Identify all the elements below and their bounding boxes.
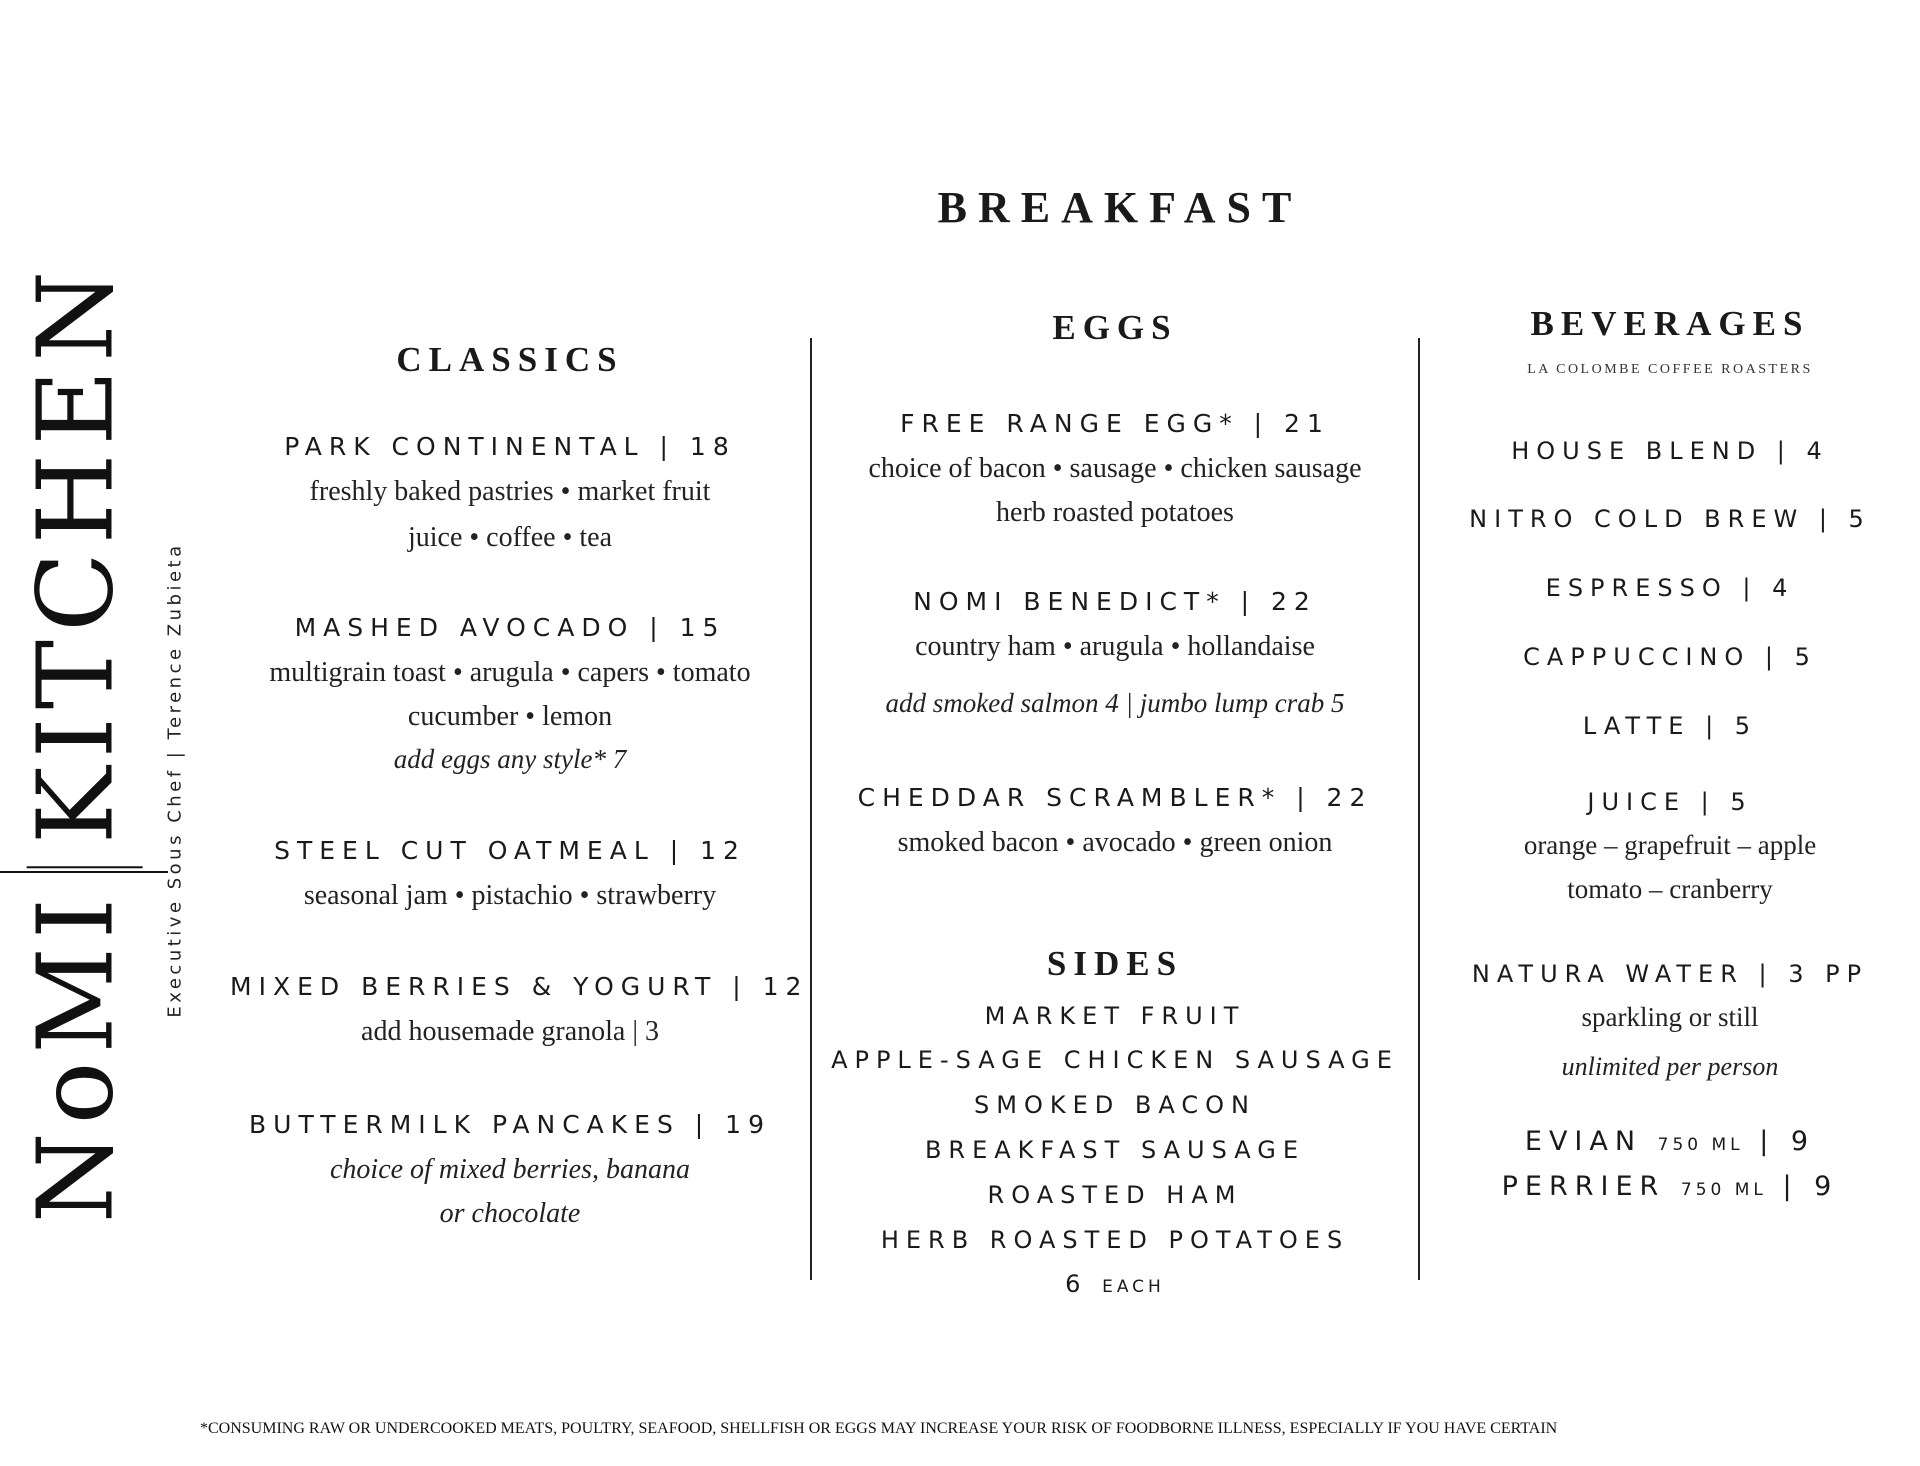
sides-price [830,1270,1400,1298]
side-item: HERB ROASTED POTATOES [880,1226,1350,1254]
beverage-item: LATTE | 5 [1582,712,1758,740]
bottled-water-name: EVIAN [1524,1126,1643,1157]
bottled-water-item [1440,1126,1900,1157]
menu-item-desc: smoked bacon • avocado • green onion [897,827,1333,858]
chef-credit-text: Executive Sous Chef | Terence Zubieta [164,542,186,1018]
bottled-water-price: | 9 [1782,1171,1839,1202]
beverage-note: unlimited per person [1561,1052,1779,1081]
beverages-subheading: LA COLOMBE COFFEE ROASTERS [1527,362,1813,377]
side-item: BREAKFAST SAUSAGE [924,1136,1306,1164]
beverages-heading: BEVERAGES [1530,304,1810,343]
brand-divider [26,866,142,868]
column-divider-right [1418,338,1420,1280]
brand-name-right: KITCHEN [14,262,137,844]
menu-item-name: MIXED BERRIES & YOGURT | 12 [230,972,809,1001]
menu-item-desc: country ham • arugula • hollandaise [915,631,1315,662]
chef-credit [160,535,190,1025]
menu-item-name: NOMI BENEDICT* | 22 [913,587,1317,616]
menu-item-name: PARK CONTINENTAL | 18 [284,432,736,461]
menu-item-desc: freshly baked pastries • market fruit [309,476,711,507]
beverage-item: CAPPUCCINO | 5 [1523,643,1817,671]
beverage-item: NITRO COLD BREW | 5 [1469,505,1871,533]
bottled-water-name: PERRIER [1501,1171,1666,1202]
brand-name-left: NoMI [14,889,137,1223]
side-item: APPLE-SAGE CHICKEN SAUSAGE [831,1046,1399,1074]
beverage-desc: sparkling or still [1581,1002,1759,1032]
beverage-item: HOUSE BLEND | 4 [1511,437,1829,465]
menu-item-name: MASHED AVOCADO | 15 [294,613,726,642]
column-divider-left [810,338,812,1280]
beverage-item: NATURA WATER | 3 PP [1471,960,1869,988]
menu-item-desc: juice • coffee • tea [407,522,613,553]
side-item: ROASTED HAM [987,1181,1243,1209]
menu-item-desc: multigrain toast • arugula • capers • tomato [269,657,751,688]
health-disclaimer: *CONSUMING RAW OR UNDERCOOKED MEATS, POULTRY, SEAFOOD, SHELLFISH OR EGGS MAY INCREASE YOUR RISK OF FOODBORNE ILLNESS, ESPECIALLY IF YOU HAVE CERTAIN [200,1420,1558,1437]
sides-price-value: 6 [1065,1270,1088,1298]
menu-item-note: add smoked salmon 4 | jumbo lump crab 5 [885,688,1345,718]
bottled-water-size: 750 ML [1657,1135,1744,1155]
classics-heading: CLASSICS [396,340,624,379]
bottled-water-price: | 9 [1759,1126,1816,1157]
side-item: MARKET FRUIT [984,1002,1246,1030]
menu-item-desc: seasonal jam • pistachio • strawberry [303,880,717,911]
menu-item-name: CHEDDAR SCRAMBLER* | 22 [857,783,1373,812]
beverage-item: ESPRESSO | 4 [1545,574,1795,602]
bottled-water-size: 750 ML [1680,1180,1767,1200]
side-item: SMOKED BACON [974,1091,1256,1119]
menu-item-desc: choice of bacon • sausage • chicken sausage [868,453,1362,484]
menu-item-desc: or chocolate [439,1198,581,1229]
sides-price-unit: EACH [1102,1277,1165,1297]
menu-item-name: STEEL CUT OATMEAL | 12 [274,836,746,865]
brand-rule [0,871,168,873]
menu-item-note: add eggs any style* 7 [393,744,627,774]
beverage-desc: tomato – cranberry [1567,874,1773,904]
beverage-desc: orange – grapefruit – apple [1523,830,1817,860]
beverage-item: JUICE | 5 [1587,788,1753,816]
sides-heading: SIDES [1046,944,1184,983]
menu-item-desc: cucumber • lemon [407,701,613,732]
menu-item-desc: herb roasted potatoes [996,497,1234,528]
menu-title: BREAKFAST [937,183,1303,232]
eggs-heading: EGGS [1052,308,1178,347]
brand-logo [14,262,137,1223]
menu-item-desc: add housemade granola | 3 [361,1016,659,1047]
menu-item-name: FREE RANGE EGG* | 21 [900,409,1330,438]
menu-item-name: BUTTERMILK PANCAKES | 19 [249,1110,771,1139]
bottled-water-item [1440,1171,1900,1202]
menu-item-desc: choice of mixed berries, banana [329,1154,691,1185]
